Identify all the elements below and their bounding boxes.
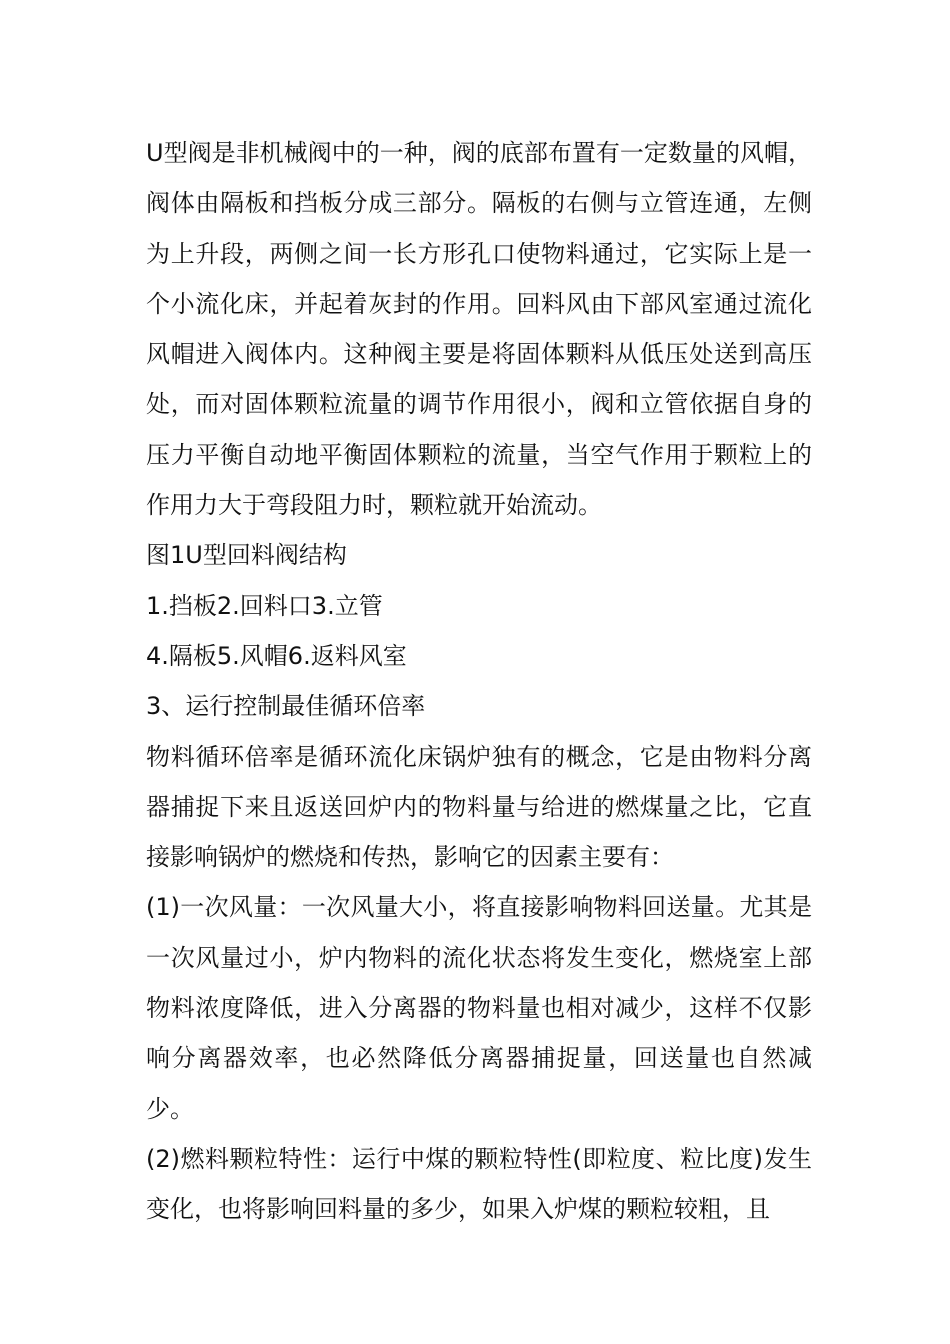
paragraph-u-valve-description: U型阀是非机械阀中的一种，阀的底部布置有一定数量的风帽，阀体由隔板和挡板分成三部分。隔板的右侧与立管连通，左侧为上升段，两侧之间一长方形孔口使物料通过，它实际上是一个小流化床，并起着灰封的作用。回料风由下部风室通过流化风帽进入阀体内。这种阀主要是将固体颗料从低压处送到高压处，而对固体颗粒流量的调节作用很小，阀和立管依据自身的压力平衡自动地平衡固体颗粒的流量，当空气作用于颗粒上的作用力大于弯段阻力时，颗粒就开始流动。 <box>146 139 812 520</box>
paragraph-circulation-ratio: 物料循环倍率是循环流化床锅炉独有的概念，它是由物料分离器捕捉下来且返送回炉内的物料量与给进的燃煤量之比，它直接影响锅炉的燃烧和传热，影响它的因素主要有： <box>146 742 812 872</box>
document-body <box>146 128 812 1235</box>
figure-caption: 图1U型回料阀结构 <box>146 541 347 570</box>
figure-legend-line-2: 4.隔板5.风帽6.返料风室 <box>146 641 407 670</box>
figure-legend-line-1: 1.挡板2.回料口3.立管 <box>146 591 383 620</box>
paragraph-primary-air: (1)一次风量：一次风量大小，将直接影响物料回送量。尤其是一次风量过小，炉内物料的流化状态将发生变化，燃烧室上部物料浓度降低，进入分离器的物料量也相对减少，这样不仅影响分离器效率，也必然降低分离器捕捉量，回送量也自然减少。 <box>146 893 812 1123</box>
section-heading: 3、运行控制最佳循环倍率 <box>146 692 426 721</box>
paragraph-fuel-particles: (2)燃料颗粒特性：运行中煤的颗粒特性(即粒度、粒比度)发生变化，也将影响回料量的多少，如果入炉煤的颗粒较粗，且 <box>146 1144 812 1224</box>
